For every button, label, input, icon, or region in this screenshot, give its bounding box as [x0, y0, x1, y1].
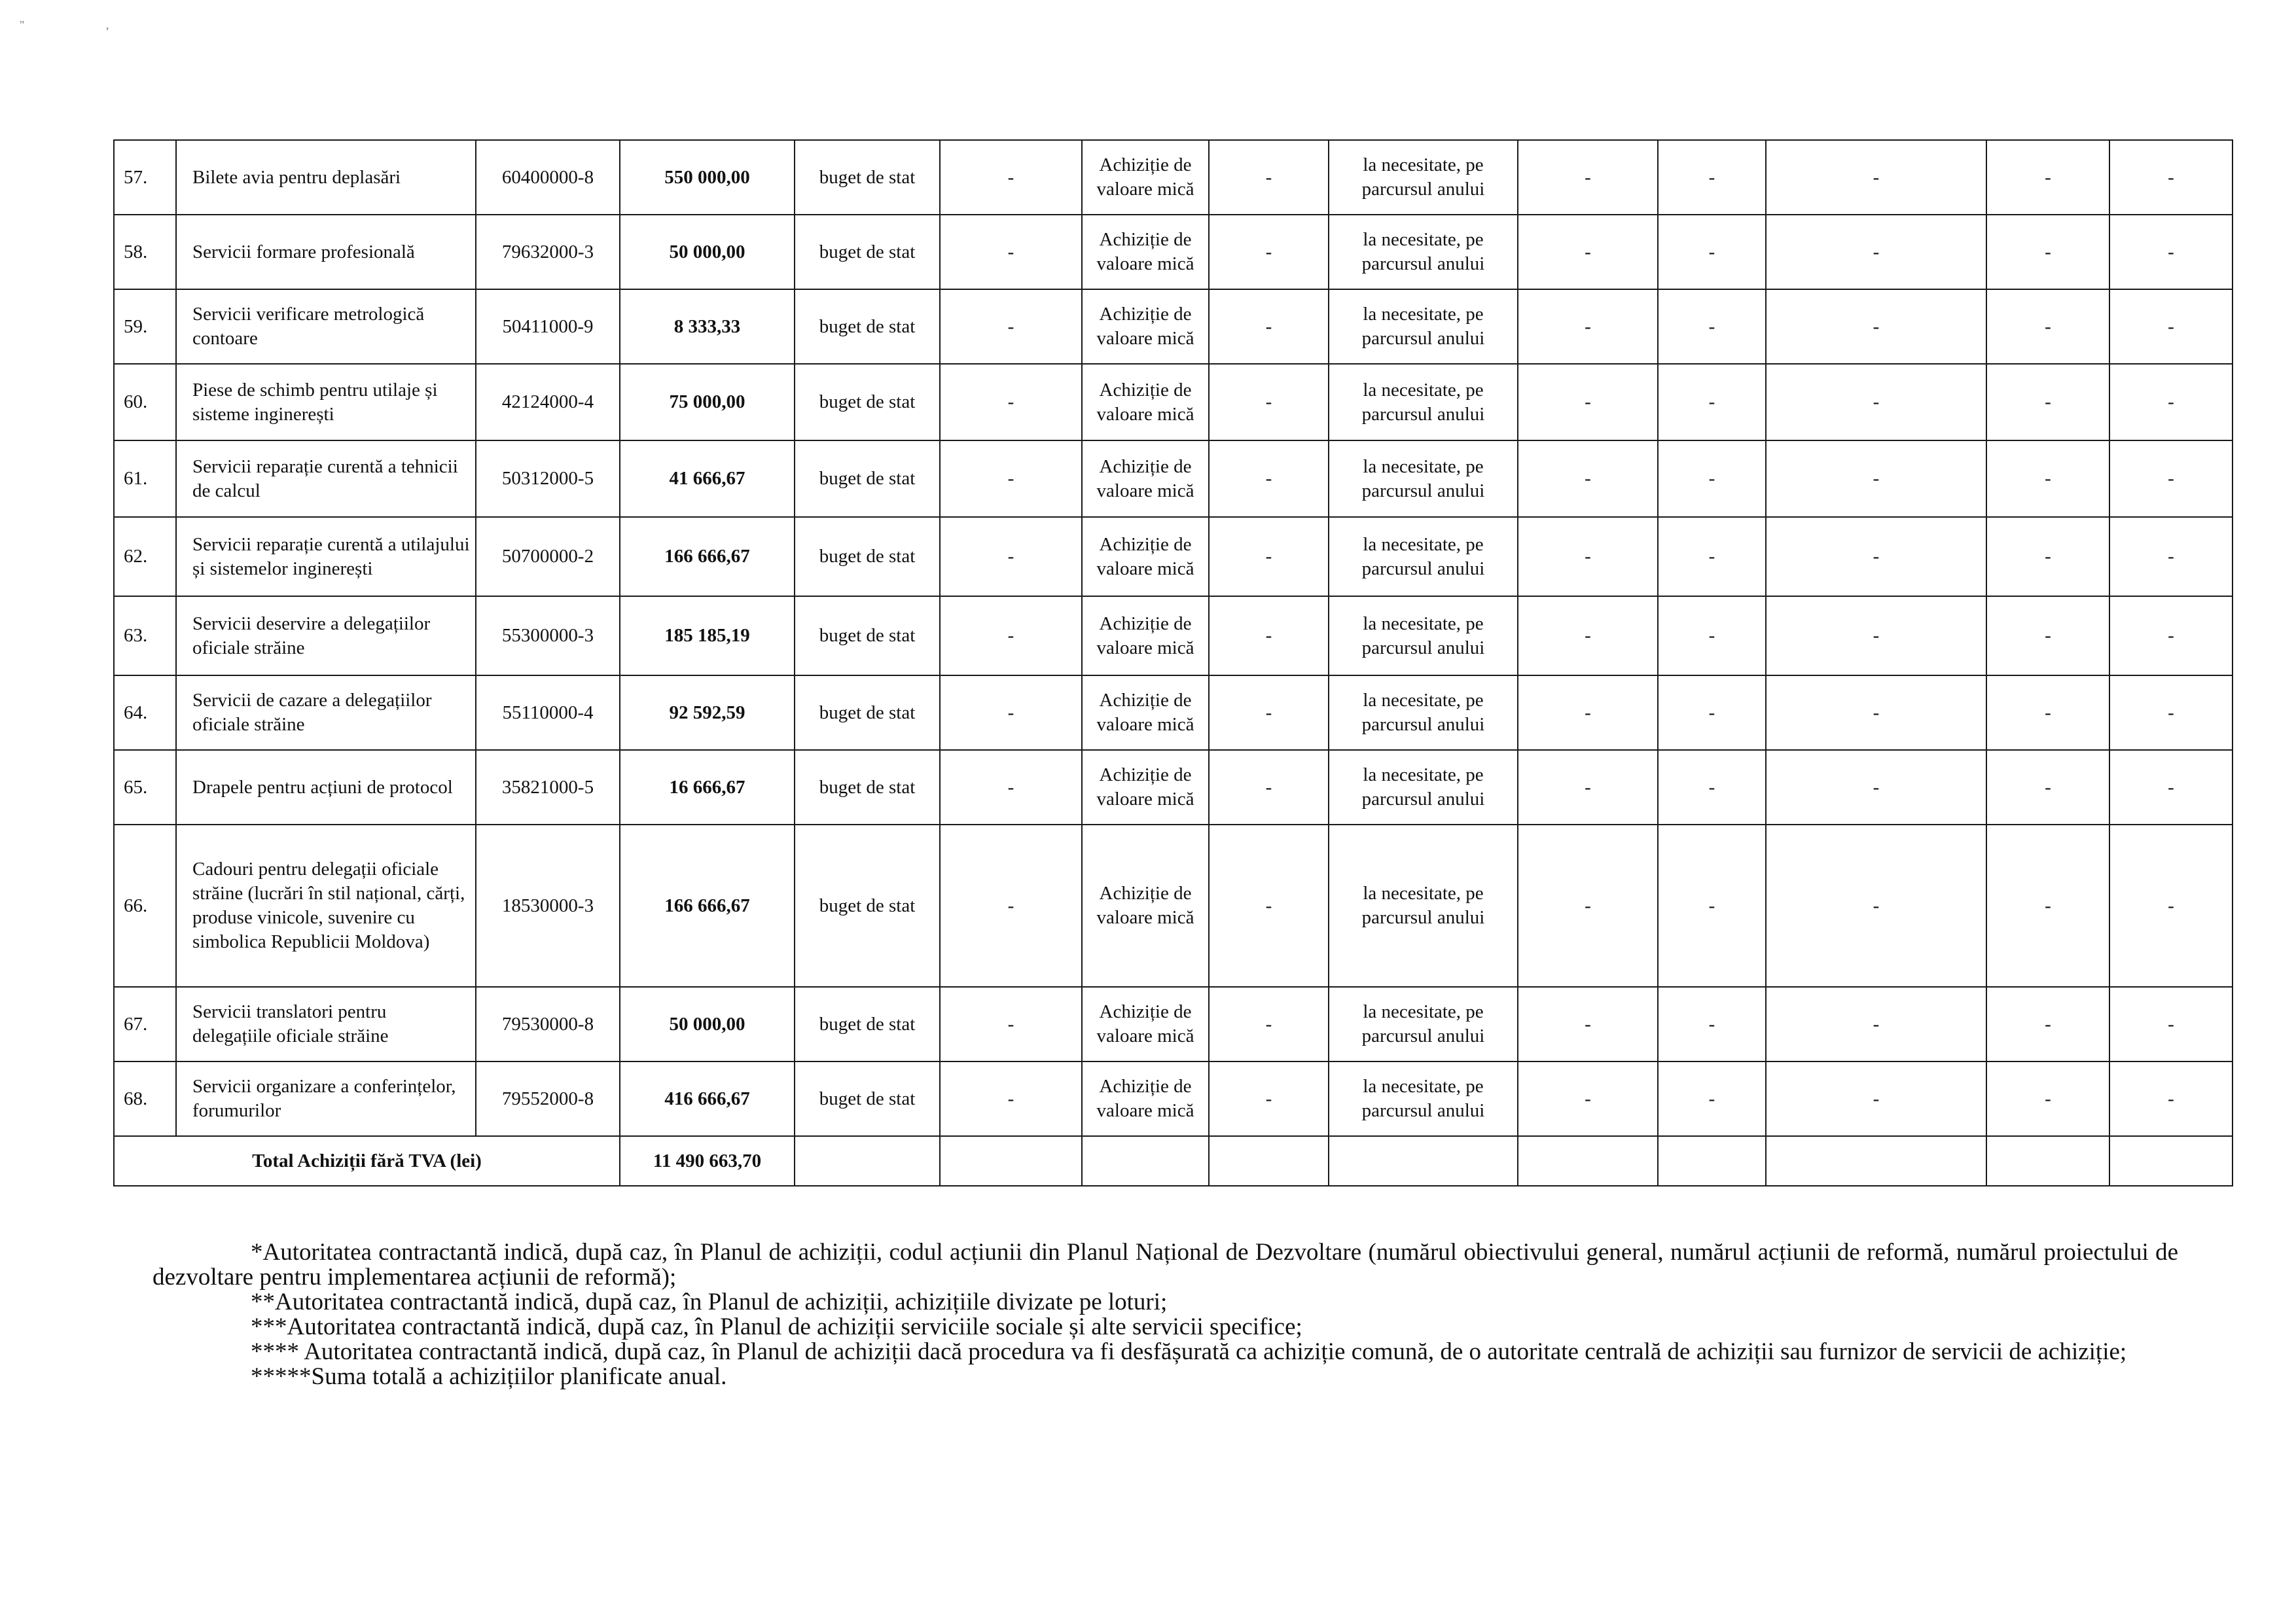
funding-source: buget de stat [795, 215, 940, 289]
total-empty-cell [1329, 1136, 1518, 1186]
funding-source: buget de stat [795, 1061, 940, 1136]
col12-dash: - [1766, 750, 1986, 825]
col14-dash: - [2109, 825, 2233, 987]
col6-dash: - [940, 987, 1082, 1061]
procedure-type: Achiziție de valoare mică [1082, 675, 1209, 750]
table-row [114, 440, 2233, 517]
col10-dash: - [1518, 987, 1658, 1061]
col14-dash: - [2109, 440, 2233, 517]
col6-dash: - [940, 750, 1082, 825]
col12-dash: - [1766, 289, 1986, 364]
col8-dash: - [1209, 750, 1329, 825]
col6-dash: - [940, 140, 1082, 215]
item-name: Bilete avia pentru deplasări [176, 140, 476, 215]
table-row [114, 825, 2233, 987]
col6-dash: - [940, 675, 1082, 750]
funding-source: buget de stat [795, 987, 940, 1061]
funding-source: buget de stat [795, 750, 940, 825]
procedure-type: Achiziție de valoare mică [1082, 140, 1209, 215]
item-name: Servicii reparație curentă a utilajului și sistemelor inginerești [176, 517, 476, 596]
col13-dash: - [1986, 825, 2109, 987]
item-name: Servicii formare profesională [176, 215, 476, 289]
col10-dash: - [1518, 289, 1658, 364]
col10-dash: - [1518, 1061, 1658, 1136]
col8-dash: - [1209, 517, 1329, 596]
funding-source: buget de stat [795, 440, 940, 517]
col13-dash: - [1986, 289, 2109, 364]
funding-source: buget de stat [795, 517, 940, 596]
funding-source: buget de stat [795, 364, 940, 440]
procurement-term: la necesitate, pe parcursul anului [1329, 289, 1518, 364]
footnote-5: *****Suma totală a achizițiilor planificate anual. [251, 1363, 727, 1390]
procedure-type: Achiziție de valoare mică [1082, 750, 1209, 825]
col12-dash: - [1766, 596, 1986, 675]
row-number: 60. [114, 364, 176, 440]
col8-dash: - [1209, 1061, 1329, 1136]
col10-dash: - [1518, 215, 1658, 289]
col12-dash: - [1766, 140, 1986, 215]
col10-dash: - [1518, 140, 1658, 215]
col14-dash: - [2109, 289, 2233, 364]
col6-dash: - [940, 1061, 1082, 1136]
col14-dash: - [2109, 140, 2233, 215]
col11-dash: - [1658, 1061, 1766, 1136]
col11-dash: - [1658, 440, 1766, 517]
cpv-code: 50411000-9 [476, 289, 620, 364]
item-name: Servicii organizare a conferințelor, forumurilor [176, 1061, 476, 1136]
procedure-type: Achiziție de valoare mică [1082, 364, 1209, 440]
total-row [114, 1136, 2233, 1186]
col11-dash: - [1658, 825, 1766, 987]
col13-dash: - [1986, 140, 2109, 215]
col13-dash: - [1986, 440, 2109, 517]
procurement-term: la necesitate, pe parcursul anului [1329, 517, 1518, 596]
col13-dash: - [1986, 750, 2109, 825]
estimated-value: 166 666,67 [620, 517, 795, 596]
col10-dash: - [1518, 364, 1658, 440]
row-number: 58. [114, 215, 176, 289]
item-name: Servicii verificare metrologică contoare [176, 289, 476, 364]
col13-dash: - [1986, 596, 2109, 675]
col13-dash: - [1986, 517, 2109, 596]
table-row [114, 596, 2233, 675]
procedure-type: Achiziție de valoare mică [1082, 215, 1209, 289]
procurement-term: la necesitate, pe parcursul anului [1329, 440, 1518, 517]
procurement-term: la necesitate, pe parcursul anului [1329, 987, 1518, 1061]
col13-dash: - [1986, 215, 2109, 289]
col12-dash: - [1766, 440, 1986, 517]
footnote-2: **Autoritatea contractantă indică, după caz, în Planul de achiziții, achizițiile divizate pe loturi; [251, 1289, 1168, 1315]
procurement-table [113, 139, 2233, 1186]
table-row [114, 140, 2233, 215]
col8-dash: - [1209, 215, 1329, 289]
total-value: 11 490 663,70 [620, 1136, 795, 1186]
footnote-1: *Autoritatea contractantă indică, după caz, în Planul de achiziții, codul acțiunii din Planul Național de Dezvoltare (numărul obiectivului general, numărul acțiunii de reformă, numărul proiectului de dezvoltare pentru implementarea acțiunii de reformă); [152, 1239, 2178, 1291]
col8-dash: - [1209, 364, 1329, 440]
item-name: Servicii translatori pentru delegațiile oficiale străine [176, 987, 476, 1061]
procedure-type: Achiziție de valoare mică [1082, 440, 1209, 517]
col6-dash: - [940, 596, 1082, 675]
cpv-code: 60400000-8 [476, 140, 620, 215]
estimated-value: 185 185,19 [620, 596, 795, 675]
estimated-value: 41 666,67 [620, 440, 795, 517]
footnote-3: ***Autoritatea contractantă indică, după caz, în Planul de achiziții serviciile sociale și alte servicii specifice; [251, 1313, 1302, 1340]
col11-dash: - [1658, 517, 1766, 596]
cpv-code: 79632000-3 [476, 215, 620, 289]
cpv-code: 18530000-3 [476, 825, 620, 987]
col12-dash: - [1766, 364, 1986, 440]
total-empty-cell [2109, 1136, 2233, 1186]
row-number: 67. [114, 987, 176, 1061]
col12-dash: - [1766, 675, 1986, 750]
item-name: Cadouri pentru delegații oficiale străine (lucrări în stil național, cărți, produse vinicole, suvenire cu simbolica Republicii Moldova) [176, 825, 476, 987]
col10-dash: - [1518, 517, 1658, 596]
cpv-code: 50312000-5 [476, 440, 620, 517]
col12-dash: - [1766, 825, 1986, 987]
item-name: Servicii de cazare a delegațiilor oficiale străine [176, 675, 476, 750]
cpv-code: 55300000-3 [476, 596, 620, 675]
col13-dash: - [1986, 987, 2109, 1061]
item-name: Servicii deservire a delegațiilor oficiale străine [176, 596, 476, 675]
cpv-code: 79530000-8 [476, 987, 620, 1061]
procurement-term: la necesitate, pe parcursul anului [1329, 750, 1518, 825]
row-number: 61. [114, 440, 176, 517]
table-row [114, 289, 2233, 364]
col6-dash: - [940, 825, 1082, 987]
cpv-code: 79552000-8 [476, 1061, 620, 1136]
procedure-type: Achiziție de valoare mică [1082, 825, 1209, 987]
estimated-value: 416 666,67 [620, 1061, 795, 1136]
col6-dash: - [940, 215, 1082, 289]
row-number: 65. [114, 750, 176, 825]
estimated-value: 16 666,67 [620, 750, 795, 825]
col6-dash: - [940, 517, 1082, 596]
col8-dash: - [1209, 140, 1329, 215]
table-row [114, 675, 2233, 750]
row-number: 63. [114, 596, 176, 675]
cpv-code: 55110000-4 [476, 675, 620, 750]
total-empty-cell [1082, 1136, 1209, 1186]
procurement-term: la necesitate, pe parcursul anului [1329, 675, 1518, 750]
col10-dash: - [1518, 675, 1658, 750]
col14-dash: - [2109, 517, 2233, 596]
col12-dash: - [1766, 215, 1986, 289]
col11-dash: - [1658, 289, 1766, 364]
col11-dash: - [1658, 675, 1766, 750]
col6-dash: - [940, 289, 1082, 364]
col10-dash: - [1518, 750, 1658, 825]
col10-dash: - [1518, 440, 1658, 517]
total-empty-cell [795, 1136, 940, 1186]
item-name: Servicii reparație curentă a tehnicii de calcul [176, 440, 476, 517]
procedure-type: Achiziție de valoare mică [1082, 289, 1209, 364]
col11-dash: - [1658, 596, 1766, 675]
col10-dash: - [1518, 825, 1658, 987]
col14-dash: - [2109, 1061, 2233, 1136]
estimated-value: 550 000,00 [620, 140, 795, 215]
col14-dash: - [2109, 364, 2233, 440]
funding-source: buget de stat [795, 140, 940, 215]
row-number: 62. [114, 517, 176, 596]
col8-dash: - [1209, 440, 1329, 517]
procedure-type: Achiziție de valoare mică [1082, 596, 1209, 675]
funding-source: buget de stat [795, 289, 940, 364]
col10-dash: - [1518, 596, 1658, 675]
col11-dash: - [1658, 364, 1766, 440]
estimated-value: 50 000,00 [620, 215, 795, 289]
table-row [114, 1061, 2233, 1136]
estimated-value: 50 000,00 [620, 987, 795, 1061]
table-row [114, 364, 2233, 440]
footnote-4: **** Autoritatea contractantă indică, după caz, în Planul de achiziții dacă procedura va fi desfășurată ca achiziție comună, de o autoritate centrală de achiziții sau furnizor de servicii de achiziție; [251, 1338, 2127, 1365]
col8-dash: - [1209, 825, 1329, 987]
total-empty-cell [1518, 1136, 1658, 1186]
funding-source: buget de stat [795, 825, 940, 987]
row-number: 68. [114, 1061, 176, 1136]
col14-dash: - [2109, 215, 2233, 289]
footnotes [152, 1240, 2178, 1389]
procurement-term: la necesitate, pe parcursul anului [1329, 215, 1518, 289]
col13-dash: - [1986, 1061, 2109, 1136]
col12-dash: - [1766, 1061, 1986, 1136]
procurement-term: la necesitate, pe parcursul anului [1329, 140, 1518, 215]
item-name: Piese de schimb pentru utilaje și sisteme inginerești [176, 364, 476, 440]
cpv-code: 50700000-2 [476, 517, 620, 596]
procurement-term: la necesitate, pe parcursul anului [1329, 364, 1518, 440]
scan-marks: " , [20, 18, 149, 31]
total-empty-cell [1766, 1136, 1986, 1186]
estimated-value: 166 666,67 [620, 825, 795, 987]
estimated-value: 92 592,59 [620, 675, 795, 750]
col11-dash: - [1658, 750, 1766, 825]
total-empty-cell [940, 1136, 1082, 1186]
procedure-type: Achiziție de valoare mică [1082, 1061, 1209, 1136]
funding-source: buget de stat [795, 675, 940, 750]
cpv-code: 42124000-4 [476, 364, 620, 440]
row-number: 57. [114, 140, 176, 215]
col13-dash: - [1986, 364, 2109, 440]
estimated-value: 75 000,00 [620, 364, 795, 440]
table-row [114, 750, 2233, 825]
col14-dash: - [2109, 987, 2233, 1061]
col12-dash: - [1766, 987, 1986, 1061]
col12-dash: - [1766, 517, 1986, 596]
col6-dash: - [940, 364, 1082, 440]
table-row [114, 215, 2233, 289]
procurement-term: la necesitate, pe parcursul anului [1329, 825, 1518, 987]
cpv-code: 35821000-5 [476, 750, 620, 825]
row-number: 64. [114, 675, 176, 750]
total-label: Total Achiziții fără TVA (lei) [114, 1136, 620, 1186]
col11-dash: - [1658, 215, 1766, 289]
col11-dash: - [1658, 140, 1766, 215]
col8-dash: - [1209, 289, 1329, 364]
col13-dash: - [1986, 675, 2109, 750]
table-row [114, 987, 2233, 1061]
total-empty-cell [1658, 1136, 1766, 1186]
col8-dash: - [1209, 596, 1329, 675]
procedure-type: Achiziție de valoare mică [1082, 517, 1209, 596]
total-empty-cell [1986, 1136, 2109, 1186]
table-body [114, 140, 2233, 1136]
funding-source: buget de stat [795, 596, 940, 675]
col14-dash: - [2109, 596, 2233, 675]
procurement-term: la necesitate, pe parcursul anului [1329, 1061, 1518, 1136]
col8-dash: - [1209, 987, 1329, 1061]
row-number: 66. [114, 825, 176, 987]
table-row [114, 517, 2233, 596]
estimated-value: 8 333,33 [620, 289, 795, 364]
item-name: Drapele pentru acțiuni de protocol [176, 750, 476, 825]
col8-dash: - [1209, 675, 1329, 750]
procurement-term: la necesitate, pe parcursul anului [1329, 596, 1518, 675]
total-empty-cell [1209, 1136, 1329, 1186]
col14-dash: - [2109, 750, 2233, 825]
row-number: 59. [114, 289, 176, 364]
procedure-type: Achiziție de valoare mică [1082, 987, 1209, 1061]
col11-dash: - [1658, 987, 1766, 1061]
col6-dash: - [940, 440, 1082, 517]
col14-dash: - [2109, 675, 2233, 750]
